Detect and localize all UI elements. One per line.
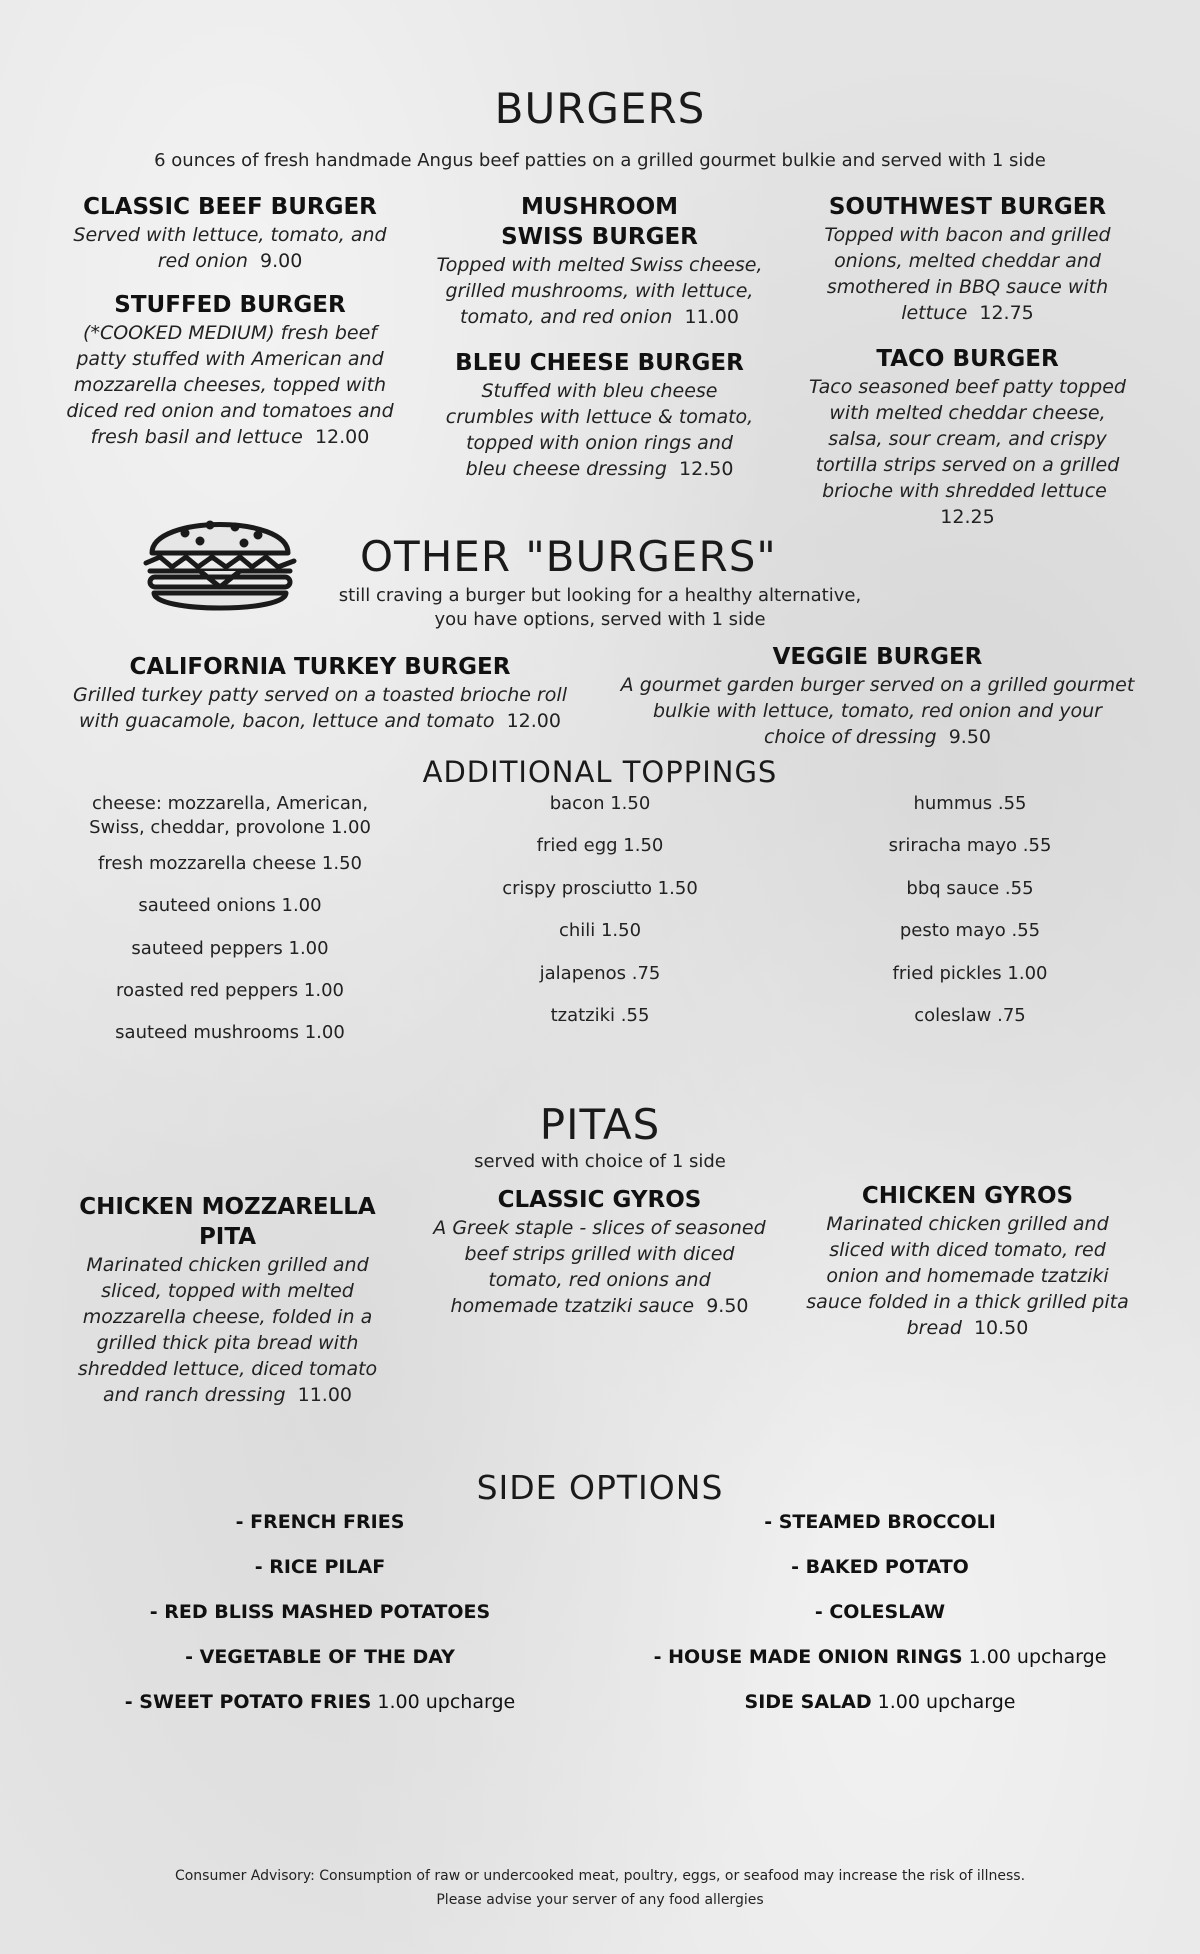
topping-item: fried egg 1.50 (536, 835, 664, 856)
item-price: 11.00 (684, 306, 739, 328)
topping-item: sauteed onions 1.00 (138, 895, 322, 916)
topping-item: chili 1.50 (558, 920, 642, 941)
sides-col-left (100, 1510, 540, 1735)
topping-item: sauteed peppers 1.00 (131, 938, 329, 959)
item-price: 12.25 (940, 506, 995, 528)
side-item: SIDE SALAD 1.00 upcharge (744, 1691, 1016, 1713)
side-item: - HOUSE MADE ONION RINGS 1.00 upcharge (653, 1646, 1107, 1668)
item-price: 10.50 (973, 1317, 1029, 1339)
toppings-col-1 (60, 792, 400, 1063)
item-desc: Marinated chicken grilled and sliced with diced tomato, red onion and homemade tzatziki sauce folded in a thick grilled pita bread 10.50 (806, 1213, 1129, 1339)
side-item: - RICE PILAF (254, 1556, 386, 1578)
topping-item: pesto mayo .55 (899, 920, 1041, 941)
toppings-col-2 (450, 792, 750, 1046)
menu-item-veggie (620, 642, 1135, 750)
item-name: BLEU CHEESE BURGER (455, 350, 744, 376)
topping-item: sriracha mayo .55 (888, 835, 1052, 856)
item-price: 11.00 (297, 1384, 353, 1406)
side-item: - COLESLAW (814, 1601, 946, 1623)
item-price: 12.50 (679, 458, 734, 480)
topping-item: roasted red peppers 1.00 (116, 980, 344, 1001)
menu-item-taco (800, 344, 1135, 530)
item-desc: Topped with melted Swiss cheese, grilled mushrooms, with lettuce, tomato, and red onion 11.00 (436, 254, 763, 328)
toppings-title: ADDITIONAL TOPPINGS (422, 755, 778, 789)
other-burgers-title: OTHER "BURGERS" (360, 532, 777, 581)
side-item: - RED BLISS MASHED POTATOES (149, 1601, 491, 1623)
consumer-advisory: Consumer Advisory: Consumption of raw or undercooked meat, poultry, eggs, or seafood may increase the risk of illness. Please advise your server of any food allergies (174, 1868, 1026, 1908)
side-item: - STEAMED BROCCOLI (764, 1511, 996, 1533)
menu-item-southwest (800, 192, 1135, 326)
item-name: TACO BURGER (876, 346, 1059, 372)
item-desc: (*COOKED MEDIUM) fresh beef patty stuffed with American and mozzarella cheeses, topped with diced red onion and tomatoes and fresh basil and lettuce 12.00 (66, 322, 394, 448)
topping-item: hummus .55 (913, 793, 1027, 814)
side-item: - FRENCH FRIES (235, 1511, 405, 1533)
sides-col-right (630, 1510, 1130, 1735)
toppings-col-3 (820, 792, 1120, 1046)
item-name: CLASSIC GYROS (497, 1187, 702, 1213)
item-desc: Topped with bacon and grilled onions, melted cheddar and smothered in BBQ sauce with lettuce 12.75 (824, 224, 1111, 324)
item-price: 9.50 (948, 726, 992, 748)
item-name: CHICKEN GYROS (861, 1183, 1074, 1209)
menu-item-stuffed (60, 290, 400, 450)
item-name: CLASSIC BEEF BURGER (83, 194, 377, 220)
item-desc: A Greek staple - slices of seasoned beef strips grilled with diced tomato, red onions and homemade tzatziki sauce 9.50 (433, 1217, 766, 1317)
pitas-title: PITAS (539, 1100, 661, 1149)
item-price: 12.00 (314, 426, 370, 448)
item-name: MUSHROOM SWISS BURGER (501, 194, 698, 250)
side-item: - BAKED POTATO (791, 1556, 969, 1578)
menu-item-chicken-mozzarella-pita (75, 1192, 380, 1408)
topping-item: fried pickles 1.00 (892, 963, 1048, 984)
topping-item: coleslaw .75 (914, 1005, 1026, 1026)
topping-item: bacon 1.50 (549, 793, 651, 814)
item-price: 9.00 (260, 250, 303, 272)
side-item: - VEGETABLE OF THE DAY (185, 1646, 455, 1668)
topping-item: cheese: mozzarella, American, Swiss, cheddar, provolone 1.00 (89, 793, 371, 838)
item-price: 9.50 (706, 1295, 749, 1317)
burger-icon (140, 505, 300, 625)
item-desc: Taco seasoned beef patty topped with melted cheddar cheese, salsa, sour cream, and crispy tortilla strips served on a grilled brioche with shredded lettuce 12.25 (809, 376, 1126, 528)
menu-item-classic-gyros (432, 1185, 767, 1319)
item-price: 12.00 (506, 710, 561, 732)
side-item: - SWEET POTATO FRIES 1.00 upcharge (124, 1691, 516, 1713)
pitas-subtitle: served with choice of 1 side (474, 1151, 726, 1172)
menu-item-california-turkey (70, 652, 570, 734)
topping-item: bbq sauce .55 (906, 878, 1034, 899)
item-name: SOUTHWEST BURGER (828, 194, 1107, 220)
menu-item-classic-beef (60, 192, 400, 274)
item-name: CHICKEN MOZZARELLA PITA (79, 1194, 376, 1250)
menu-item-mushroom-swiss (432, 192, 767, 330)
item-price: 12.75 (979, 302, 1034, 324)
burgers-title: BURGERS (494, 84, 706, 133)
topping-item: jalapenos .75 (539, 963, 661, 984)
item-desc: Served with lettuce, tomato, and red onion 9.00 (73, 224, 387, 272)
sides-title: SIDE OPTIONS (476, 1468, 724, 1507)
topping-item: tzatziki .55 (550, 1005, 650, 1026)
item-desc: A gourmet garden burger served on a grilled gourmet bulkie with lettuce, tomato, red onion and your choice of dressing 9.50 (620, 674, 1135, 748)
other-burgers-subtitle: still craving a burger but looking for a healthy alternative, you have options, served with 1 side (338, 585, 862, 630)
topping-item: crispy prosciutto 1.50 (502, 878, 698, 899)
topping-item: sauteed mushrooms 1.00 (115, 1022, 345, 1043)
item-name: VEGGIE BURGER (772, 644, 983, 670)
topping-item: fresh mozzarella cheese 1.50 (98, 853, 362, 874)
menu-item-chicken-gyros (800, 1181, 1135, 1341)
item-desc: Grilled turkey patty served on a toasted brioche roll with guacamole, bacon, lettuce and tomato 12.00 (73, 684, 567, 732)
item-desc: Marinated chicken grilled and sliced, topped with melted mozzarella cheese, folded in a grilled thick pita bread with shredded lettuce, diced tomato and ranch dressing 11.00 (77, 1254, 378, 1406)
item-desc: Stuffed with bleu cheese crumbles with lettuce & tomato, topped with onion rings and bleu cheese dressing 12.50 (445, 380, 754, 480)
item-name: CALIFORNIA TURKEY BURGER (129, 654, 511, 680)
burgers-subtitle: 6 ounces of fresh handmade Angus beef patties on a grilled gourmet bulkie and served with 1 side (154, 150, 1046, 171)
item-name: STUFFED BURGER (114, 292, 346, 318)
menu-item-bleu-cheese (432, 348, 767, 482)
